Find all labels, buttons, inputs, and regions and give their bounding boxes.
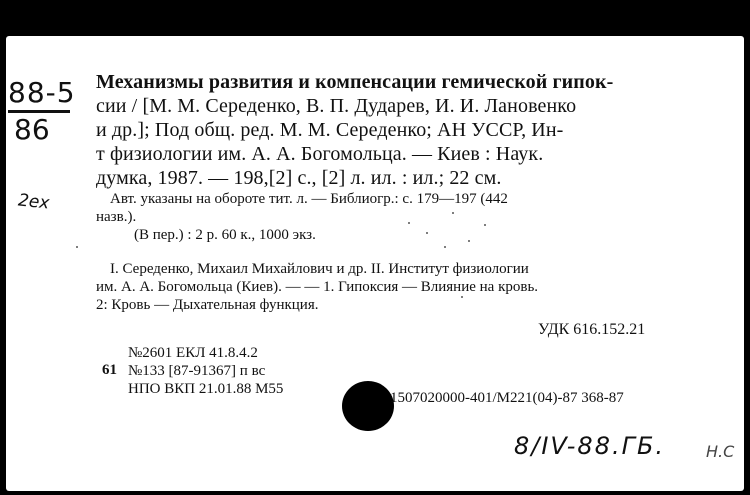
udk-code: УДК 616.152.21 xyxy=(538,321,646,338)
handwritten-date: 8/IV-88.ГБ. xyxy=(514,432,666,460)
punch-hole xyxy=(342,381,394,431)
registration-number: №133 [87-91367] п вс xyxy=(128,363,266,379)
speck xyxy=(484,224,486,226)
call-number xyxy=(6,78,76,145)
call-number-top: 88-5 xyxy=(8,76,76,109)
tracing-line-3: 2: Кровь — Дыхательная функция. xyxy=(96,297,319,313)
speck xyxy=(444,246,446,248)
bibliographic-codes xyxy=(128,344,283,398)
speck xyxy=(408,222,410,224)
authors-note-continued: назв.). xyxy=(96,209,137,225)
ekl-code: №2601 ЕКЛ 41.8.4.2 xyxy=(128,345,258,361)
title-line-3: и др.]; Под общ. ред. М. М. Середенко; АН УССР, Ин- xyxy=(96,119,564,141)
tracing-line-2: им. А. А. Богомольца (Киев). — — 1. Гипоксия — Влияние на кровь. xyxy=(96,279,539,295)
npo-vkp-code: НПО ВКП 21.01.88 М55 xyxy=(128,381,284,397)
speck xyxy=(468,240,470,242)
title-line-4: т физиологии им. А. А. Богомольца. — Киев : Наук. xyxy=(96,143,544,165)
title-line-1: Механизмы развития и компенсации гемической гипок- xyxy=(96,71,614,93)
authors-note: Авт. указаны на обороте тит. л. — Библиогр.: с. 179—197 (442 xyxy=(110,191,508,207)
speck xyxy=(461,296,463,298)
speck xyxy=(426,232,428,234)
title-line-5: думка, 1987. — 198,[2] с., [2] л. ил. : ил.; 22 см. xyxy=(96,167,502,189)
card-number: 61 xyxy=(102,362,117,378)
price-line: (В пер.) : 2 р. 60 к., 1000 экз. xyxy=(134,227,316,243)
handwritten-corner-mark: Н.С xyxy=(706,442,735,461)
tracing-line-1: I. Середенко, Михаил Михайлович и др. II. Институт физиологии xyxy=(110,261,529,277)
speck xyxy=(452,212,454,214)
catalog-card xyxy=(6,36,744,491)
handwritten-mark: 2ex xyxy=(17,190,51,214)
speck xyxy=(76,246,78,248)
bibliographic-entry xyxy=(96,70,686,190)
isbn-code: 1507020000-401/М221(04)-87 368-87 xyxy=(390,390,624,406)
call-number-bottom: 86 xyxy=(14,113,50,146)
title-line-2: сии / [М. М. Середенко, В. П. Дударев, И. И. Лановенко xyxy=(96,95,577,117)
